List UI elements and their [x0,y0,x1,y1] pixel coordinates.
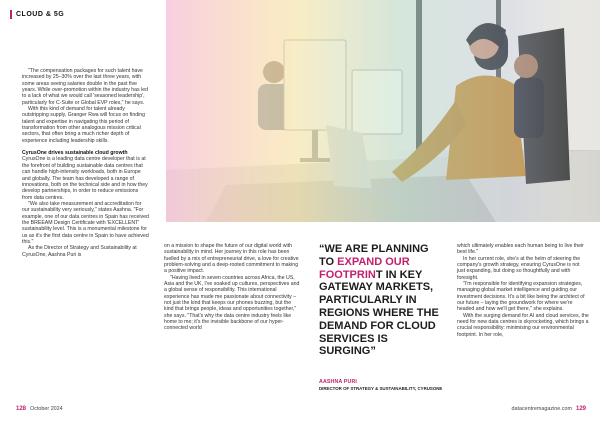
section-label: CLOUD & 5G [16,11,65,18]
photo-illustration [166,0,600,222]
quote-text: T IN KEY GATEWAY MARKETS, PARTICULARLY IN REGIONS WHERE THE DEMAND FOR CLOUD SERVICES IS SURGING [319,268,439,358]
quote-close-mark: ” [370,345,376,358]
col4-paragraph: which ultimately enables each human being to live their best life." [457,243,584,256]
col4-paragraph: "I'm responsible for identifying expansion strategies, managing global market intelligence and guiding our investment decisions. It's a bit like being the architect of our future – laying the groundwork for where we're headed and how we'll get there," she explains. [457,281,585,313]
subheading: CyrusOne drives sustainable cloud growth [22,150,128,157]
col1-paragraph: "We also take measurement and accreditation for our sustainability very seriously," states Aashna. "For example, one of our data centres in Spain has received the BREEAM Design Certificate with 'EXCELLENT' sustainability level. This is a monumental milestone for us as it's the first data centre in Spain to have achieved this." [22,200,149,245]
column-4 [457,243,589,338]
section-header [10,10,64,19]
col1-paragraph: As the Director of Strategy and Sustainability at CyrusOne, Aashna Puri is [22,245,137,258]
quote-text: WE ARE PLANNING TO [319,243,429,268]
footer-right [511,406,586,412]
page-number-right: 129 [575,406,586,412]
col2-paragraph: on a mission to shape the future of our digital world with sustainability in mind. Her journey in this role has been fuelled by a mix of entrepreneurial drive, a love for creative problem-solving and a deep-rooted commitment to making a positive impact. [164,243,299,275]
attribution-name: AASHNA PURI [319,379,358,385]
quote-attribution [319,379,469,392]
page-number-left: 128 [16,406,27,412]
column-1 [22,68,150,258]
pull-quote [319,243,441,358]
attribution-role: DIRECTOR OF STRATEGY & SUSTAINABILITY, CYRUSONE [319,386,443,391]
footer-left [16,406,63,412]
col1-paragraph: "The compensation packages for such talent have increased by 25–30% over the last three years, with some areas seeing salaries double in the past five years. While over-promotion within the industry has led to a lack of what we would call 'seasoned leadership', particularly for C-Suite or Global EVP roles," he says. [22,68,148,106]
col1-paragraph: CyrusOne is a leading data centre developer that is at the forefront of building sustainable data centres that can handle high-intensity workloads, both in Europe and globally. The team has developed a range of innovations, both on the technical side and in how they develop partnerships, in order to reduce emissions from data centres. [22,156,148,201]
col1-paragraph: With this kind of demand for talent already outstripping supply, Granger Rwa will focus on finding talent and expertise in navigating this period of transformation from other analogous mission critical sectors, that often bring a much richer depth of experience including leadership skills. [22,106,146,144]
quote-highlight: EXPAND OUR FOOTPRIN [319,255,410,281]
office-photo [166,0,600,222]
quote-open-mark: “ [319,243,325,255]
site-link[interactable]: datacentremagazine.com [511,406,572,412]
col4-paragraph: In her current role, she's at the helm of steering the company's growth strategy, ensuring CyrusOne is not just expanding, but doing so thoughtfully and with foresight. [457,255,581,281]
col2-paragraph: "Having lived in seven countries across Africa, the US, Asia and the UK, I've soaked up cultures, perspectives and a global sense of responsibility. This international experience has made me passionate about connectivity – not just the kind that keeps our phones buzzing, but the kind that brings people, ideas and opportunities together," she says. "That's why the data centre industry feels like home to me; it's the invisible backbone of our hyper-connected world [164,274,300,332]
issue-date: October 2024 [30,406,63,412]
col4-paragraph: With the surging demand for AI and cloud services, the need for new data centres is skyrocketing, which brings a crucial responsibility: minimising our environmental footprint. In her role, [457,312,589,338]
section-marker [10,10,12,19]
column-2 [164,243,300,332]
